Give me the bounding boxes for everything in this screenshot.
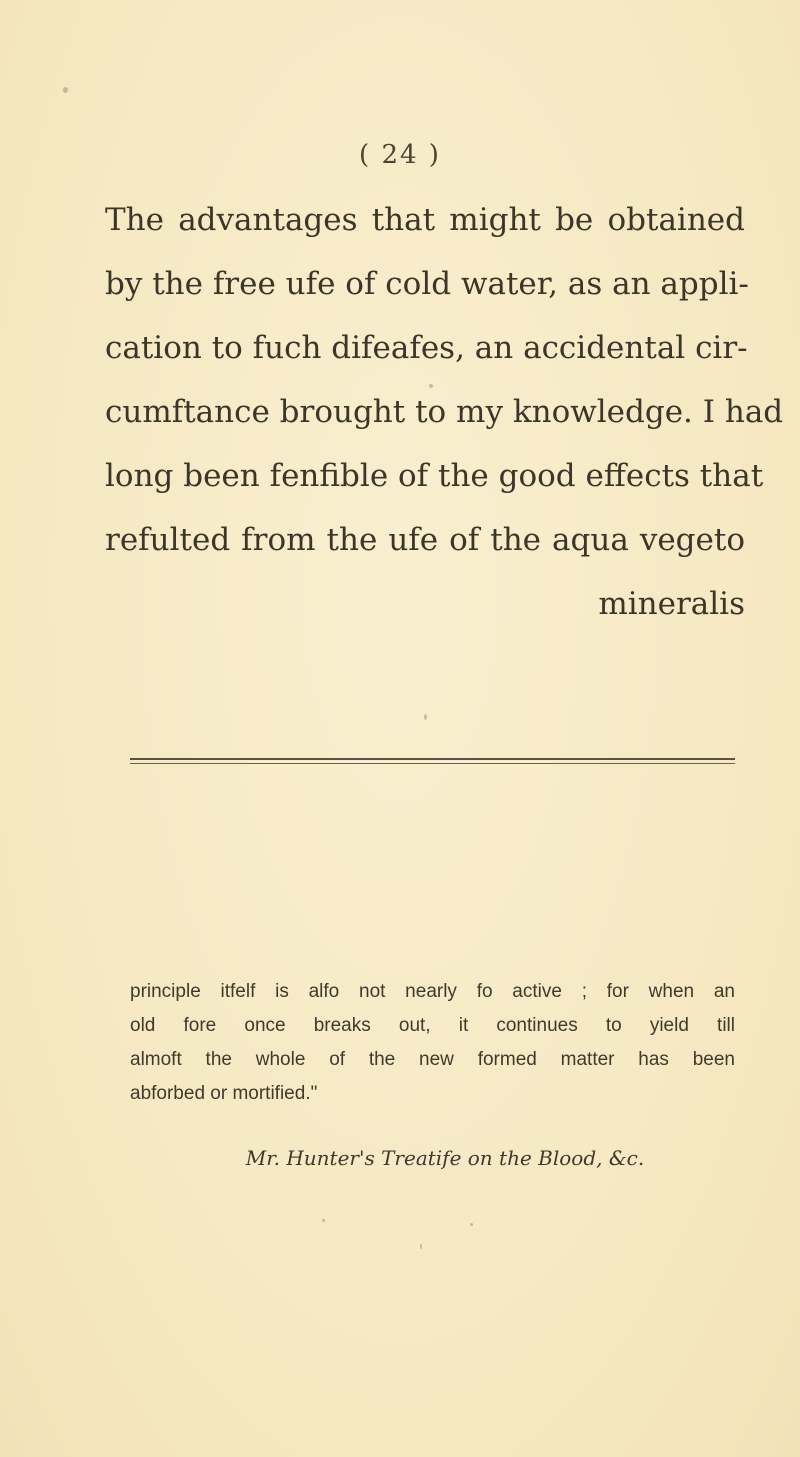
paper-speck [424, 714, 427, 720]
footnote-line: principle itfelf is alfo not nearly fo active ; for when an [130, 981, 735, 1002]
main-text-line: long been fenfible of the good effects that [105, 458, 764, 494]
main-text-line: refulted from the ufe of the aqua vegeto [105, 522, 745, 558]
footnote-line: old fore once breaks out, it continues to yield till [130, 1015, 735, 1036]
main-text-line: The advantages that might be obtained [105, 202, 745, 238]
footnote-citation: Mr. Hunter's Treatife on the Blood, &c. [245, 1146, 645, 1170]
footnote-line: abforbed or mortified." [130, 1083, 318, 1104]
main-text-line: cumftance brought to my knowledge. I had [105, 394, 784, 430]
footnote-line: almoft the whole of the new formed matter has been [130, 1049, 735, 1070]
paper-speck [470, 1223, 473, 1226]
paper-speck [429, 384, 433, 388]
main-text-line-catchword: mineralis [598, 586, 745, 622]
main-text [105, 188, 784, 636]
main-text-line: by the free ufe of cold water, as an appli- [105, 266, 749, 302]
main-text-line: cation to fuch difeafes, an accidental cir- [105, 330, 748, 366]
section-divider [130, 763, 735, 764]
footnote [130, 975, 735, 1111]
paper-speck [63, 87, 68, 93]
page-number: ( 24 ) [359, 140, 441, 170]
section-divider [130, 758, 735, 760]
paper-speck [420, 1244, 422, 1249]
paper-speck [322, 1219, 325, 1222]
